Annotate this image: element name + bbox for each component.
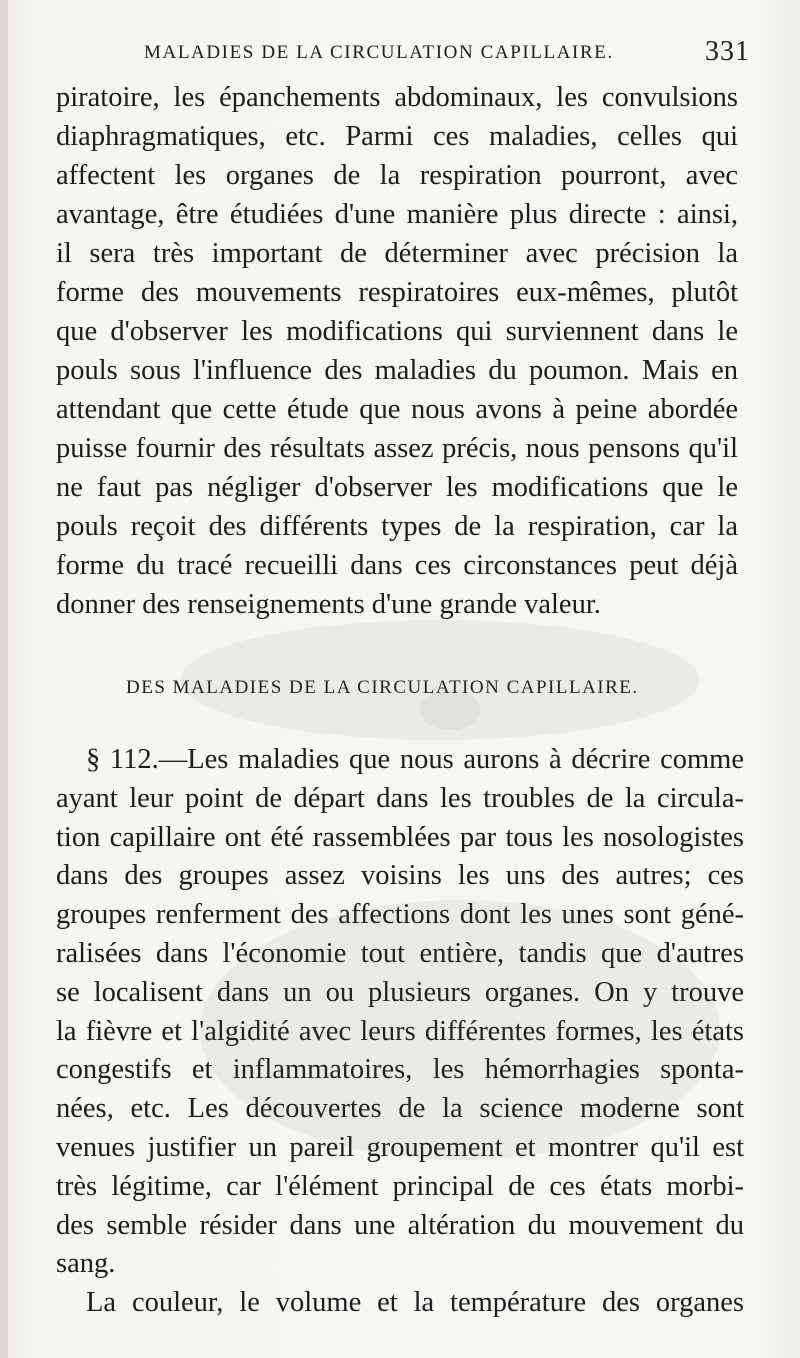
text-line: très légitime, car l'élément principal de ces états morbi- [56,1170,744,1202]
text-line: pouls sous l'influence des maladies du poumon. Mais en [56,355,738,386]
text-line: nées, etc. Les découvertes de la science moderne sont [56,1093,744,1125]
text-line: ne faut pas négliger d'observer les modifications que le [56,472,738,503]
text-line: affectent les organes de la respiration pourront, avec [56,160,738,191]
text-line: La couleur, le volume et la température des organes [86,1287,744,1319]
text-line: diaphragmatiques, etc. Parmi ces maladies, celles qui [56,121,738,152]
continuation-paragraph [56,78,738,624]
text-line: donner des renseignements d'une grande valeur. [56,589,601,620]
text-line: sang. [56,1248,116,1280]
page-number: 331 [705,36,750,67]
text-line: pouls reçoit des différents types de la respiration, car la [56,511,738,542]
text-line: puisse fournir des résultats assez précis, nous pensons qu'il [56,433,738,464]
section-heading: DES MALADIES DE LA CIRCULATION CAPILLAIRE. [126,677,639,698]
text-line: § 112.—Les maladies que nous aurons à décrire comme [86,744,744,775]
text-line: ayant leur point de départ dans les troubles de la circula- [56,782,744,814]
text-line: tion capillaire ont été rassemblées par tous les nosologistes [56,821,744,853]
text-line: attendant que cette étude que nous avons à peine abordée [56,394,738,425]
text-line: groupes renferment des affections dont les unes sont géné- [56,899,744,931]
running-title: MALADIES DE LA CIRCULATION CAPILLAIRE. [144,42,614,63]
text-line: ralisées dans l'économie tout entière, tandis que d'autres [56,937,744,969]
text-line: se localisent dans un ou plusieurs organes. On y trouve [56,976,744,1008]
page-gutter-edge [0,0,8,1358]
section-paragraph [56,741,744,1323]
text-line: congestifs et inflammatoires, les hémorrhagies sponta- [56,1054,744,1086]
text-line: forme des mouvements respiratoires eux-mêmes, plutôt [56,277,738,308]
text-line: venues justifier un pareil groupement et montrer qu'il est [56,1131,744,1163]
text-line: piratoire, les épanchements abdominaux, les convulsions [56,82,738,113]
text-line: que d'observer les modifications qui surviennent dans le [56,316,738,347]
page-header [110,36,750,76]
text-line: des semble résider dans une altération du mouvement du [56,1209,744,1241]
text-line: dans des groupes assez voisins les uns des autres; ces [56,860,744,892]
text-line: avantage, être étudiées d'une manière plus directe : ainsi, [56,199,738,230]
text-line: il sera très important de déterminer avec précision la [56,238,738,269]
text-line: forme du tracé recueilli dans ces circonstances peut déjà [56,550,738,581]
text-line: la fièvre et l'algidité avec leurs différentes formes, les états [56,1015,744,1047]
